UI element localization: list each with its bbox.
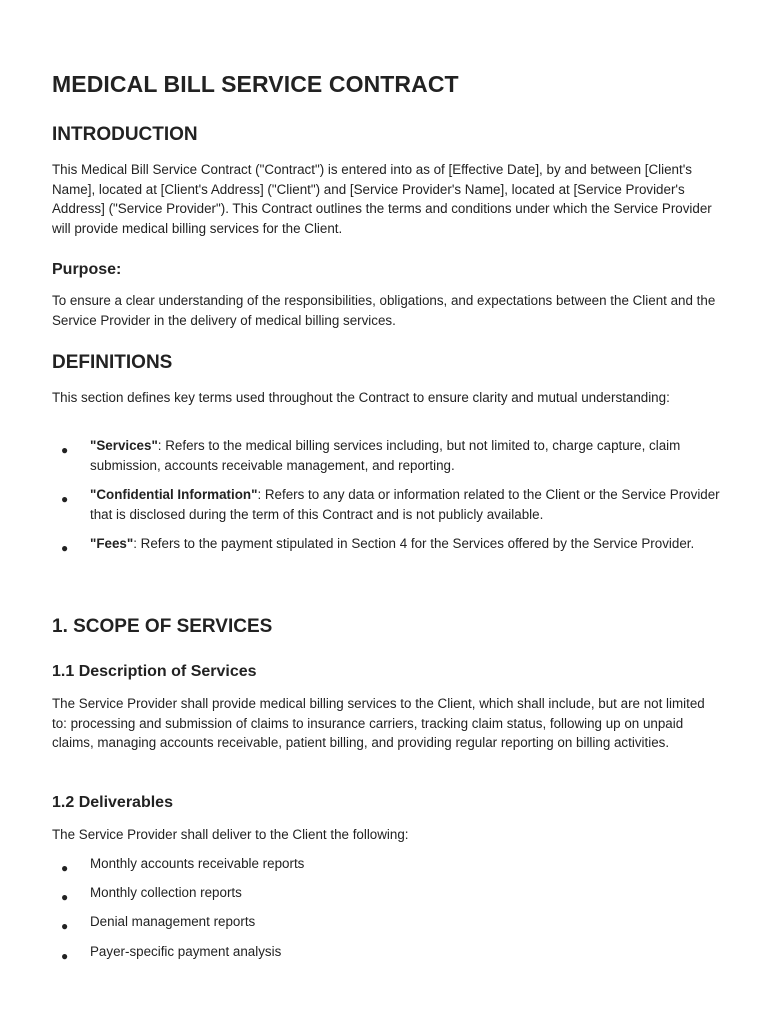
purpose-paragraph: To ensure a clear understanding of the responsibilities, obligations, and expectations between the Client and the Service Provider in the delivery of medical billing services. [52, 293, 716, 328]
bullet-icon: ● [61, 861, 69, 875]
purpose-heading: Purpose: [52, 261, 122, 278]
description-of-services-heading: 1.1 Description of Services [52, 663, 257, 680]
bullet-icon: ● [61, 541, 69, 556]
definitions-paragraph: This section defines key terms used throughout the Contract to ensure clarity and mutual understanding: [52, 390, 670, 405]
bullet-icon: ● [61, 890, 69, 905]
introduction-paragraph: This Medical Bill Service Contract ("Contract") is entered into as of [Effective Date], by and between [Client's Name], located at [Client's Address] ("Client") and [Service Provider's Name], located at [Service Provider's Address] ("Service Provider"). This Contract outlines the terms and conditions under which the Service Provider will provide medical billing services for the Client. [52, 162, 712, 236]
deliverables-heading: 1.2 Deliverables [52, 794, 173, 811]
deliverables-paragraph: The Service Provider shall deliver to the Client the following: [52, 827, 409, 842]
description-of-services-paragraph: The Service Provider shall provide medical billing services to the Client, which shall include, but are not limited to: processing and submission of claims to insurance carriers, tracking claim status, following up on unpaid claims, managing accounts receivable, patient billing, and providing regular reporting on billing activities. [52, 696, 705, 751]
definition-item-fees [52, 534, 720, 554]
definition-text: : Refers to the payment stipulated in Section 4 for the Services offered by the Service Provider. [133, 536, 695, 552]
definition-term: "Confidential Information" [90, 487, 258, 503]
deliverable-text: Monthly collection reports [90, 885, 242, 901]
deliverable-item [52, 942, 720, 962]
definitions-list [52, 436, 720, 554]
deliverable-item [52, 854, 720, 874]
bullet-icon: ● [61, 492, 69, 507]
deliverable-item [52, 912, 720, 932]
definition-item-confidential-information [52, 485, 720, 524]
bullet-icon: ● [61, 948, 69, 963]
bullet-icon: ● [61, 443, 69, 457]
introduction-heading: INTRODUCTION [52, 124, 198, 145]
deliverable-text: Monthly accounts receivable reports [90, 856, 305, 871]
definition-term: "Services" [90, 438, 158, 453]
bullet-icon: ● [61, 919, 69, 934]
deliverable-text: Payer-specific payment analysis [90, 943, 282, 959]
deliverables-list [52, 854, 720, 961]
deliverable-item [52, 883, 720, 903]
definition-text: : Refers to the medical billing services including, but not limited to, charge capture, claim submission, accounts receivable management, and reporting. [90, 438, 681, 473]
document-title: MEDICAL BILL SERVICE CONTRACT [52, 71, 459, 97]
scope-heading: 1. SCOPE OF SERVICES [52, 616, 273, 637]
definition-text: : Refers to any data or information related to the Client or the Service Provider that is disclosed during the term of this Contract and is not publicly available. [90, 487, 720, 522]
definition-term: "Fees" [90, 536, 134, 552]
definitions-heading: DEFINITIONS [52, 352, 173, 373]
deliverable-text: Denial management reports [90, 914, 256, 930]
definition-item-services [52, 436, 720, 475]
